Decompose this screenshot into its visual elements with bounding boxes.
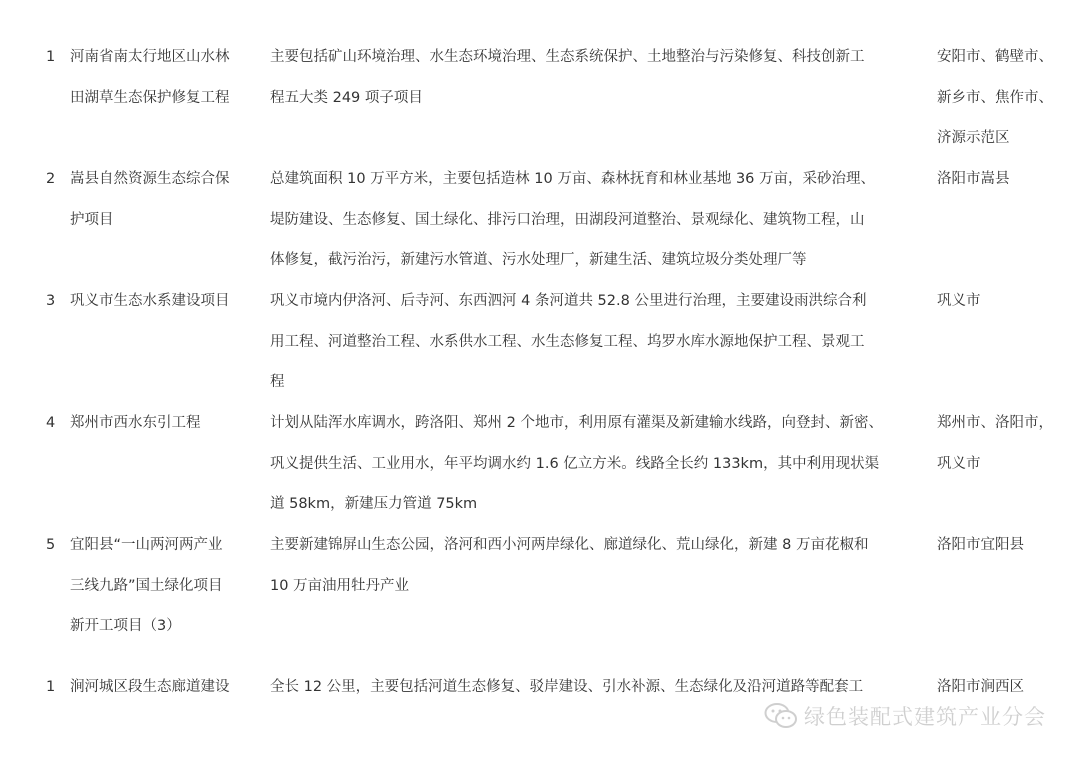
project-description-line: 10 万亩油用牡丹产业	[270, 577, 410, 594]
project-description	[270, 281, 866, 403]
project-name	[70, 525, 223, 647]
row-number: 2	[46, 171, 56, 187]
project-name-line: 田湖草生态保护修复工程	[70, 89, 230, 106]
watermark	[764, 701, 1046, 731]
project-name-line: 郑州市西水东引工程	[70, 415, 201, 431]
project-name	[70, 159, 230, 240]
project-description-line: 堤防建设、生态修复、国土绿化、排污口治理，田湖段河道整治、景观绿化、建筑物工程，山	[270, 211, 865, 228]
project-description-line: 程	[270, 374, 285, 390]
project-location	[937, 37, 1053, 159]
project-description	[270, 159, 875, 281]
project-description-line: 总建筑面积 10 万平方米，主要包括造林 10 万亩、森林抚育和林业基地 36 万亩，采砂治理、	[270, 171, 876, 187]
project-name-line: 巩义市生态水系建设项目	[70, 293, 230, 309]
project-description	[270, 403, 883, 525]
project-location-line: 安阳市、鹤壁市、	[937, 49, 1053, 65]
project-name-line: 宜阳县“一山两河两产业	[70, 537, 223, 553]
project-description-line: 巩义提供生活、工业用水，年平均调水约 1.6 亿立方米。线路全长约 133km，其中利用现状渠	[270, 455, 880, 472]
project-location-line: 洛阳市宜阳县	[937, 537, 1024, 553]
row-number: 5	[46, 537, 56, 553]
project-description	[270, 37, 865, 118]
project-name-line: 新开工项目（3）	[70, 618, 181, 634]
project-name	[70, 37, 230, 118]
project-description-line: 主要包括矿山环境治理、水生态环境治理、生态系统保护、土地整治与污染修复、科技创新工	[270, 49, 865, 65]
project-name-line: 河南省南太行地区山水林	[70, 49, 230, 65]
project-description	[270, 525, 868, 606]
project-location-line: 洛阳市嵩县	[937, 171, 1010, 187]
project-name-line: 护项目	[70, 211, 114, 228]
project-description-line: 程五大类 249 项子项目	[270, 89, 423, 106]
project-location-line: 济源示范区	[937, 130, 1010, 146]
project-name	[70, 281, 230, 322]
project-description-line: 计划从陆浑水库调水，跨洛阳、郑州 2 个地市，利用原有灌渠及新建输水线路，向登封、新密、	[270, 415, 883, 431]
project-location	[937, 159, 1010, 200]
project-location-line: 洛阳市涧西区	[937, 679, 1024, 695]
watermark-text: 绿色装配式建筑产业分会	[804, 705, 1046, 729]
project-location-line: 巩义市	[937, 455, 981, 472]
project-description-line: 体修复，截污治污，新建污水管道、污水处理厂，新建生活、建筑垃圾分类处理厂等	[270, 252, 807, 268]
project-location	[937, 525, 1024, 566]
project-location-line: 郑州市、洛阳市，	[937, 415, 1053, 431]
project-description-line: 道 58km，新建压力管道 75km	[270, 496, 478, 512]
project-name	[70, 667, 230, 708]
project-location	[937, 403, 1053, 484]
project-location-line: 巩义市	[937, 293, 981, 309]
row-number: 3	[46, 293, 56, 309]
project-name-line: 三线九路”国土绿化项目	[70, 577, 223, 594]
project-location-line: 新乡市、焦作市、	[937, 89, 1053, 106]
row-number: 1	[46, 49, 56, 65]
project-name-line: 涧河城区段生态廊道建设	[70, 679, 230, 695]
row-number: 1	[46, 679, 56, 695]
project-description-line: 巩义市境内伊洛河、后寺河、东西泗河 4 条河道共 52.8 公里进行治理，主要建设雨洪综合利	[270, 293, 867, 309]
row-number: 4	[46, 415, 56, 431]
project-name	[70, 403, 201, 444]
wechat-icon	[764, 702, 798, 730]
project-location	[937, 281, 981, 322]
project-description-line: 用工程、河道整治工程、水系供水工程、水生态修复工程、坞罗水库水源地保护工程、景观工	[270, 333, 865, 350]
project-name-line: 嵩县自然资源生态综合保	[70, 171, 230, 187]
project-description-line: 主要新建锦屏山生态公园，洛河和西小河两岸绿化、廊道绿化、荒山绿化，新建 8 万亩花椒和	[270, 537, 869, 553]
project-description-line: 全长 12 公里，主要包括河道生态修复、驳岸建设、引水补源、生态绿化及沿河道路等配套工	[270, 679, 864, 695]
